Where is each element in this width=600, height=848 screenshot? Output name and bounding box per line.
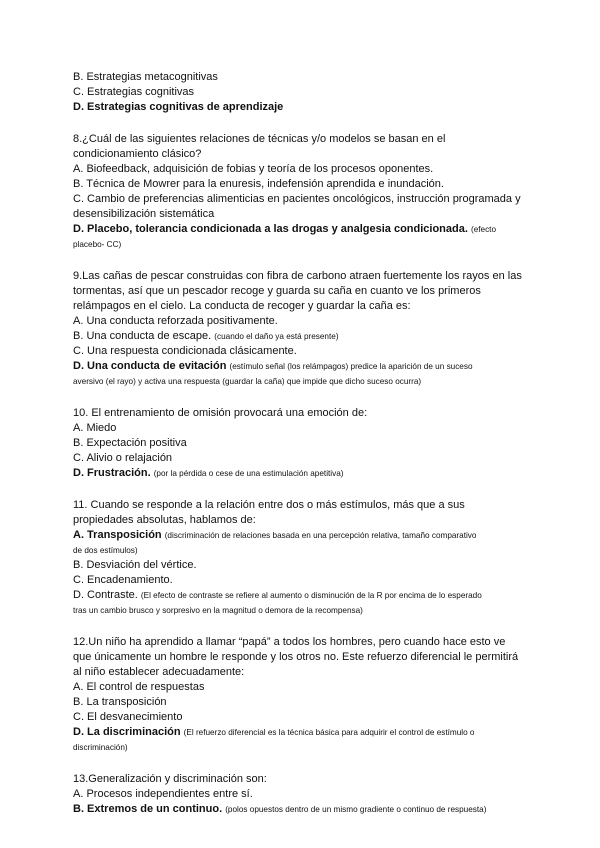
q13-option-a: A. Procesos independientes entre sí. — [73, 788, 253, 800]
q10-option-d-note: (por la pérdida o cese de una estimulación apetitiva) — [153, 469, 344, 478]
q11-stem-line-1: 11. Cuando se responde a la relación entre dos o más estímulos, más que a sus — [73, 499, 465, 511]
q10-stem: 10. El entrenamiento de omisión provocará una emoción de: — [73, 407, 368, 419]
q9-option-d-note-2: aversivo (el rayo) y activa una respuesta (guardar la caña) que impide que dicho suceso ocurra) — [73, 377, 422, 386]
q12-option-d-row — [73, 725, 533, 740]
q11-option-d-note-2: tras un cambio brusco y sorpresivo en la magnitud o demora de la recompensa) — [73, 606, 363, 615]
q11-option-d-row — [73, 588, 533, 603]
q10-option-a: A. Miedo — [73, 422, 117, 434]
q11-option-a-correct: A. Transposición — [73, 529, 162, 541]
q9-option-d-correct: D. Una conducta de evitación — [73, 360, 227, 372]
q7-option-d-correct: D. Estrategias cognitivas de aprendizaje — [73, 101, 284, 113]
q11-stem-line-2: propiedades absolutas, hablamos de: — [73, 514, 256, 526]
q9-option-d-note-1: (estímulo señal (los relámpagos) predice la aparición de un suceso — [229, 362, 473, 371]
q9-stem-line-2: tormentas, así que un pescador recoge y guarda su caña en cuanto ve los primeros — [73, 285, 481, 297]
q13-option-b-correct: B. Extremos de un continuo. — [73, 803, 223, 815]
question-7-options — [73, 70, 533, 115]
q12-stem-line-2: que únicamente un hombre le responde y los otros no. Este refuerzo diferencial le permitirá — [73, 651, 519, 663]
q12-option-a: A. El control de respuestas — [73, 681, 205, 693]
q9-option-c: C. Una respuesta condicionada clásicamente. — [73, 345, 297, 357]
q11-option-c: C. Encadenamiento. — [73, 574, 173, 586]
q9-option-b-row — [73, 329, 533, 344]
q9-option-b-note: (cuando el daño ya está presente) — [214, 332, 339, 341]
q11-option-a-note-2: de dos estímulos) — [73, 546, 138, 555]
question-8 — [73, 132, 533, 252]
q7-option-b: B. Estrategias metacognitivas — [73, 71, 218, 83]
q13-option-b-row — [73, 802, 533, 817]
q12-option-d-note-1: (El refuerzo diferencial es la técnica básica para adquirir el control de estímulo o — [183, 728, 475, 737]
q8-option-d-correct: D. Placebo, tolerancia condicionada a las drogas y analgesia condicionada. — [73, 223, 468, 235]
q12-option-b: B. La transposición — [73, 696, 167, 708]
q10-option-c: C. Alivio o relajación — [73, 452, 173, 464]
q10-option-b: B. Expectación positiva — [73, 437, 187, 449]
q8-option-d-note-2: placebo- CC) — [73, 240, 122, 249]
q8-option-d-note-1: (efecto — [470, 225, 496, 234]
question-9 — [73, 269, 533, 389]
question-11 — [73, 498, 533, 618]
q12-stem-line-3: al niño establecer adecuadamente: — [73, 666, 245, 678]
q11-option-b: B. Desviación del vértice. — [73, 559, 197, 571]
q11-option-d-note-1: (El efecto de contraste se refiere al aumento o disminución de la R por encima de lo esperado — [140, 591, 482, 600]
question-12 — [73, 635, 533, 755]
q9-option-d-row — [73, 359, 533, 374]
q9-stem-line-3: relámpagos en el cielo. La conducta de recoger y guardar la caña es: — [73, 300, 411, 312]
q10-option-d-correct: D. Frustración. — [73, 467, 151, 479]
q8-option-d-row — [73, 222, 533, 237]
q12-option-d-note-2: discriminación) — [73, 743, 128, 752]
q11-option-d: D. Contraste. — [73, 589, 138, 601]
q7-option-c: C. Estrategias cognitivas — [73, 86, 195, 98]
q11-option-a-row — [73, 528, 533, 543]
q8-option-a: A. Biofeedback, adquisición de fobias y teoría de los procesos oponentes. — [73, 163, 434, 175]
q8-option-c-line-2: desensibilización sistemática — [73, 208, 215, 220]
q8-stem-line-2: condicionamiento clásico? — [73, 148, 202, 160]
document-content — [73, 70, 533, 817]
q8-option-c-line-1: C. Cambio de preferencias alimenticias en pacientes oncológicos, instrucción programada y — [73, 193, 521, 205]
q8-stem-line-1: 8.¿Cuál de las siguientes relaciones de técnicas y/o modelos se basan en el — [73, 133, 446, 145]
q13-option-b-note: (polos opuestos dentro de un mismo gradiente o continuo de respuesta) — [225, 805, 487, 814]
q10-option-d-row — [73, 466, 533, 481]
q12-option-c: C. El desvanecimiento — [73, 711, 183, 723]
q9-option-a: A. Una conducta reforzada positivamente. — [73, 315, 278, 327]
question-13 — [73, 772, 533, 817]
q12-stem-line-1: 12.Un niño ha aprendido a llamar “papá” a todos los hombres, pero cuando hace esto ve — [73, 636, 506, 648]
q9-option-b: B. Una conducta de escape. — [73, 330, 212, 342]
q11-option-a-note-1: (discriminación de relaciones basada en una percepción relativa, tamaño comparativo — [164, 531, 477, 540]
q12-option-d-correct: D. La discriminación — [73, 726, 181, 738]
question-10 — [73, 406, 533, 481]
q8-option-b: B. Técnica de Mowrer para la enuresis, indefensión aprendida e inundación. — [73, 178, 444, 190]
q13-stem: 13.Generalización y discriminación son: — [73, 773, 267, 785]
q9-stem-line-1: 9.Las cañas de pescar construidas con fibra de carbono atraen fuertemente los rayos en las — [73, 270, 522, 282]
